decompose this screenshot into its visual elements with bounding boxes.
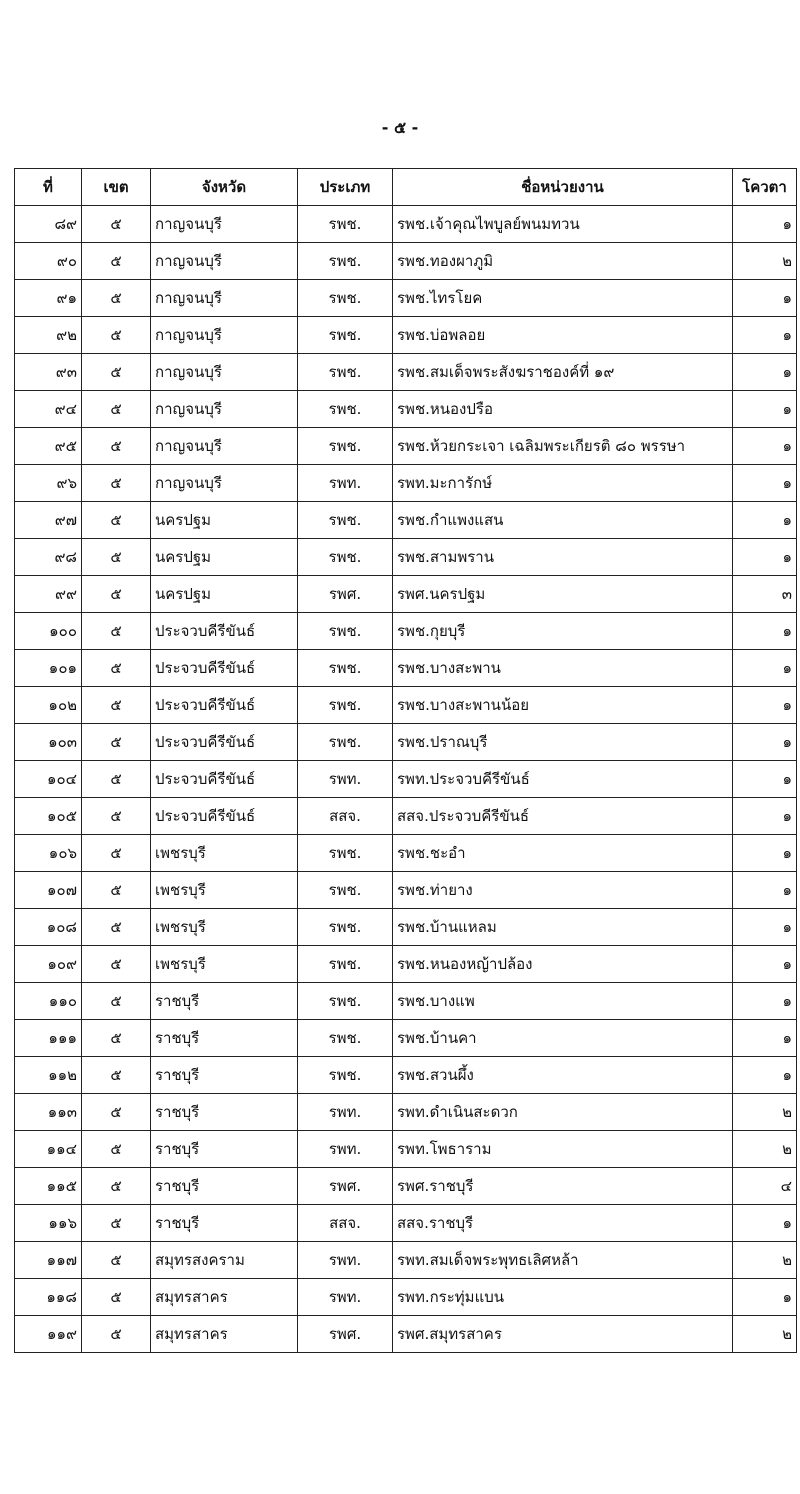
cell-type: รพช. [298, 354, 393, 391]
table-row [15, 502, 797, 539]
table-row [15, 724, 797, 761]
cell-type: รพช. [298, 539, 393, 576]
cell-zone: ๕ [82, 909, 151, 946]
cell-type: รพช. [298, 206, 393, 243]
cell-zone: ๕ [82, 206, 151, 243]
cell-unit: รพท.สมเด็จพระพุทธเลิศหล้า [393, 1242, 733, 1279]
table-row [15, 983, 797, 1020]
cell-no: ๙๙ [15, 576, 82, 613]
cell-province: ประจวบคีรีขันธ์ [151, 798, 298, 835]
cell-zone: ๕ [82, 798, 151, 835]
cell-no: ๑๑๐ [15, 983, 82, 1020]
cell-quota: ๑ [733, 465, 797, 502]
table-row [15, 1168, 797, 1205]
page-number: - ๕ - [381, 118, 419, 137]
cell-unit: รพช.ปราณบุรี [393, 724, 733, 761]
cell-quota: ๑ [733, 539, 797, 576]
cell-type: รพช. [298, 687, 393, 724]
table-row [15, 354, 797, 391]
cell-quota: ๓ [733, 576, 797, 613]
cell-no: ๘๙ [15, 206, 82, 243]
cell-no: ๑๐๐ [15, 613, 82, 650]
cell-province: เพชรบุรี [151, 872, 298, 909]
cell-unit: รพศ.ราชบุรี [393, 1168, 733, 1205]
cell-type: รพช. [298, 280, 393, 317]
cell-province: กาญจนบุรี [151, 428, 298, 465]
cell-quota: ๒ [733, 1316, 797, 1353]
cell-type: รพท. [298, 1094, 393, 1131]
cell-type: รพช. [298, 1020, 393, 1057]
table-row [15, 428, 797, 465]
cell-quota: ๑ [733, 1205, 797, 1242]
cell-quota: ๑ [733, 206, 797, 243]
cell-type: รพศ. [298, 576, 393, 613]
cell-quota: ๑ [733, 354, 797, 391]
cell-no: ๑๑๗ [15, 1242, 82, 1279]
cell-zone: ๕ [82, 946, 151, 983]
cell-unit: สสจ.ประจวบคีรีขันธ์ [393, 798, 733, 835]
table-row [15, 1316, 797, 1353]
cell-unit: รพช.หนองปรือ [393, 391, 733, 428]
cell-type: รพศ. [298, 1316, 393, 1353]
table-row [15, 1057, 797, 1094]
cell-unit: รพช.ชะอำ [393, 835, 733, 872]
table-row [15, 1242, 797, 1279]
cell-unit: รพช.ห้วยกระเจา เฉลิมพระเกียรติ ๘๐ พรรษา [393, 428, 733, 465]
cell-quota: ๑ [733, 317, 797, 354]
cell-province: กาญจนบุรี [151, 465, 298, 502]
table-row [15, 798, 797, 835]
cell-zone: ๕ [82, 1205, 151, 1242]
quota-table [14, 168, 797, 1353]
cell-type: รพช. [298, 872, 393, 909]
table-row [15, 872, 797, 909]
header-no: ที่ [15, 169, 82, 206]
cell-zone: ๕ [82, 761, 151, 798]
cell-zone: ๕ [82, 1316, 151, 1353]
header-unit: ชื่อหน่วยงาน [393, 169, 733, 206]
cell-type: รพท. [298, 1279, 393, 1316]
cell-zone: ๕ [82, 391, 151, 428]
cell-quota: ๑ [733, 391, 797, 428]
cell-province: นครปฐม [151, 502, 298, 539]
cell-quota: ๑ [733, 872, 797, 909]
cell-no: ๑๐๑ [15, 650, 82, 687]
table-row [15, 206, 797, 243]
cell-unit: รพช.บางสะพานน้อย [393, 687, 733, 724]
cell-no: ๙๕ [15, 428, 82, 465]
cell-zone: ๕ [82, 835, 151, 872]
cell-quota: ๑ [733, 428, 797, 465]
cell-quota: ๑ [733, 909, 797, 946]
cell-province: กาญจนบุรี [151, 280, 298, 317]
cell-province: กาญจนบุรี [151, 206, 298, 243]
cell-unit: รพศ.นครปฐม [393, 576, 733, 613]
table-row [15, 909, 797, 946]
cell-type: รพศ. [298, 1168, 393, 1205]
cell-type: รพท. [298, 761, 393, 798]
cell-unit: รพช.บ่อพลอย [393, 317, 733, 354]
cell-no: ๙๖ [15, 465, 82, 502]
cell-quota: ๑ [733, 280, 797, 317]
cell-unit: รพช.บ้านแหลม [393, 909, 733, 946]
table-row [15, 317, 797, 354]
cell-province: นครปฐม [151, 539, 298, 576]
cell-zone: ๕ [82, 650, 151, 687]
cell-province: กาญจนบุรี [151, 317, 298, 354]
cell-no: ๑๑๑ [15, 1020, 82, 1057]
cell-no: ๑๑๔ [15, 1131, 82, 1168]
cell-quota: ๑ [733, 1057, 797, 1094]
cell-quota: ๑ [733, 687, 797, 724]
cell-unit: รพช.เจ้าคุณไพบูลย์พนมทวน [393, 206, 733, 243]
cell-zone: ๕ [82, 1094, 151, 1131]
table-row [15, 687, 797, 724]
cell-quota: ๑ [733, 1279, 797, 1316]
cell-quota: ๒ [733, 1131, 797, 1168]
cell-province: ราชบุรี [151, 1205, 298, 1242]
cell-no: ๑๐๗ [15, 872, 82, 909]
table-header-row [15, 169, 797, 206]
cell-province: ราชบุรี [151, 1057, 298, 1094]
cell-zone: ๕ [82, 1279, 151, 1316]
cell-province: ประจวบคีรีขันธ์ [151, 761, 298, 798]
table-row [15, 835, 797, 872]
header-type: ประเภท [298, 169, 393, 206]
cell-quota: ๑ [733, 1020, 797, 1057]
cell-province: ราชบุรี [151, 1094, 298, 1131]
table-row [15, 465, 797, 502]
cell-no: ๙๐ [15, 243, 82, 280]
table-row [15, 1094, 797, 1131]
cell-type: รพช. [298, 243, 393, 280]
cell-type: รพช. [298, 317, 393, 354]
cell-province: ประจวบคีรีขันธ์ [151, 613, 298, 650]
cell-unit: รพช.หนองหญ้าปล้อง [393, 946, 733, 983]
cell-unit: รพช.สมเด็จพระสังฆราชองค์ที่ ๑๙ [393, 354, 733, 391]
cell-type: รพช. [298, 983, 393, 1020]
cell-no: ๑๐๕ [15, 798, 82, 835]
cell-type: รพช. [298, 909, 393, 946]
cell-unit: รพท.โพธาราม [393, 1131, 733, 1168]
cell-zone: ๕ [82, 1168, 151, 1205]
cell-zone: ๕ [82, 687, 151, 724]
cell-type: สสจ. [298, 798, 393, 835]
cell-unit: รพช.สวนผึ้ง [393, 1057, 733, 1094]
cell-zone: ๕ [82, 317, 151, 354]
cell-type: รพช. [298, 946, 393, 983]
cell-no: ๙๒ [15, 317, 82, 354]
cell-province: ราชบุรี [151, 1131, 298, 1168]
cell-province: กาญจนบุรี [151, 391, 298, 428]
cell-no: ๙๔ [15, 391, 82, 428]
cell-no: ๑๑๒ [15, 1057, 82, 1094]
cell-type: สสจ. [298, 1205, 393, 1242]
cell-province: เพชรบุรี [151, 909, 298, 946]
cell-no: ๙๑ [15, 280, 82, 317]
cell-province: ราชบุรี [151, 1168, 298, 1205]
cell-zone: ๕ [82, 872, 151, 909]
cell-zone: ๕ [82, 1131, 151, 1168]
cell-unit: รพช.บางแพ [393, 983, 733, 1020]
cell-no: ๑๐๒ [15, 687, 82, 724]
cell-quota: ๒ [733, 1242, 797, 1279]
cell-province: กาญจนบุรี [151, 354, 298, 391]
cell-type: รพช. [298, 650, 393, 687]
cell-unit: สสจ.ราชบุรี [393, 1205, 733, 1242]
cell-zone: ๕ [82, 539, 151, 576]
cell-unit: รพช.ไทรโยค [393, 280, 733, 317]
cell-province: ราชบุรี [151, 1020, 298, 1057]
cell-province: ราชบุรี [151, 983, 298, 1020]
cell-type: รพท. [298, 465, 393, 502]
cell-zone: ๕ [82, 983, 151, 1020]
cell-type: รพท. [298, 1131, 393, 1168]
cell-unit: รพท.กระทุ่มแบน [393, 1279, 733, 1316]
table-row [15, 391, 797, 428]
table-row [15, 1131, 797, 1168]
table-row [15, 1205, 797, 1242]
cell-quota: ๑ [733, 983, 797, 1020]
cell-type: รพช. [298, 391, 393, 428]
cell-unit: รพช.ทองผาภูมิ [393, 243, 733, 280]
cell-unit: รพช.กำแพงแสน [393, 502, 733, 539]
cell-zone: ๕ [82, 428, 151, 465]
cell-unit: รพท.ประจวบคีรีขันธ์ [393, 761, 733, 798]
table-row [15, 650, 797, 687]
cell-unit: รพช.สามพราน [393, 539, 733, 576]
cell-zone: ๕ [82, 1242, 151, 1279]
cell-type: รพช. [298, 428, 393, 465]
table-row [15, 280, 797, 317]
cell-unit: รพศ.สมุทรสาคร [393, 1316, 733, 1353]
cell-type: รพท. [298, 1242, 393, 1279]
cell-no: ๑๑๕ [15, 1168, 82, 1205]
cell-province: ประจวบคีรีขันธ์ [151, 650, 298, 687]
cell-province: สมุทรสาคร [151, 1316, 298, 1353]
cell-no: ๙๘ [15, 539, 82, 576]
cell-zone: ๕ [82, 1057, 151, 1094]
cell-quota: ๑ [733, 502, 797, 539]
cell-province: เพชรบุรี [151, 946, 298, 983]
cell-quota: ๑ [733, 946, 797, 983]
cell-no: ๙๓ [15, 354, 82, 391]
cell-no: ๙๗ [15, 502, 82, 539]
table-row [15, 946, 797, 983]
cell-unit: รพท.ดำเนินสะดวก [393, 1094, 733, 1131]
cell-zone: ๕ [82, 280, 151, 317]
table-row [15, 1020, 797, 1057]
cell-unit: รพช.กุยบุรี [393, 613, 733, 650]
cell-no: ๑๐๓ [15, 724, 82, 761]
cell-type: รพช. [298, 724, 393, 761]
cell-unit: รพท.มะการักษ์ [393, 465, 733, 502]
table-row [15, 761, 797, 798]
cell-province: เพชรบุรี [151, 835, 298, 872]
cell-quota: ๑ [733, 613, 797, 650]
cell-zone: ๕ [82, 465, 151, 502]
cell-unit: รพช.บางสะพาน [393, 650, 733, 687]
cell-type: รพช. [298, 613, 393, 650]
table-row [15, 243, 797, 280]
cell-province: ประจวบคีรีขันธ์ [151, 687, 298, 724]
header-zone: เขต [82, 169, 151, 206]
cell-quota: ๒ [733, 243, 797, 280]
cell-quota: ๒ [733, 1094, 797, 1131]
cell-no: ๑๑๖ [15, 1205, 82, 1242]
header-province: จังหวัด [151, 169, 298, 206]
cell-quota: ๔ [733, 1168, 797, 1205]
table-row [15, 539, 797, 576]
cell-no: ๑๑๙ [15, 1316, 82, 1353]
cell-zone: ๕ [82, 502, 151, 539]
cell-no: ๑๐๘ [15, 909, 82, 946]
cell-province: ประจวบคีรีขันธ์ [151, 724, 298, 761]
table-row [15, 613, 797, 650]
table-row [15, 576, 797, 613]
cell-quota: ๑ [733, 650, 797, 687]
header-quota: โควตา [733, 169, 797, 206]
cell-quota: ๑ [733, 761, 797, 798]
cell-no: ๑๑๘ [15, 1279, 82, 1316]
cell-zone: ๕ [82, 613, 151, 650]
cell-unit: รพช.บ้านคา [393, 1020, 733, 1057]
cell-unit: รพช.ท่ายาง [393, 872, 733, 909]
cell-zone: ๕ [82, 354, 151, 391]
cell-no: ๑๑๓ [15, 1094, 82, 1131]
cell-no: ๑๐๖ [15, 835, 82, 872]
cell-province: สมุทรสาคร [151, 1279, 298, 1316]
cell-no: ๑๐๙ [15, 946, 82, 983]
table-row [15, 1279, 797, 1316]
cell-zone: ๕ [82, 243, 151, 280]
cell-type: รพช. [298, 835, 393, 872]
cell-type: รพช. [298, 502, 393, 539]
cell-province: นครปฐม [151, 576, 298, 613]
cell-quota: ๑ [733, 724, 797, 761]
cell-type: รพช. [298, 1057, 393, 1094]
cell-quota: ๑ [733, 798, 797, 835]
cell-zone: ๕ [82, 724, 151, 761]
cell-province: กาญจนบุรี [151, 243, 298, 280]
cell-province: สมุทรสงคราม [151, 1242, 298, 1279]
cell-quota: ๑ [733, 835, 797, 872]
cell-zone: ๕ [82, 576, 151, 613]
cell-no: ๑๐๔ [15, 761, 82, 798]
cell-zone: ๕ [82, 1020, 151, 1057]
